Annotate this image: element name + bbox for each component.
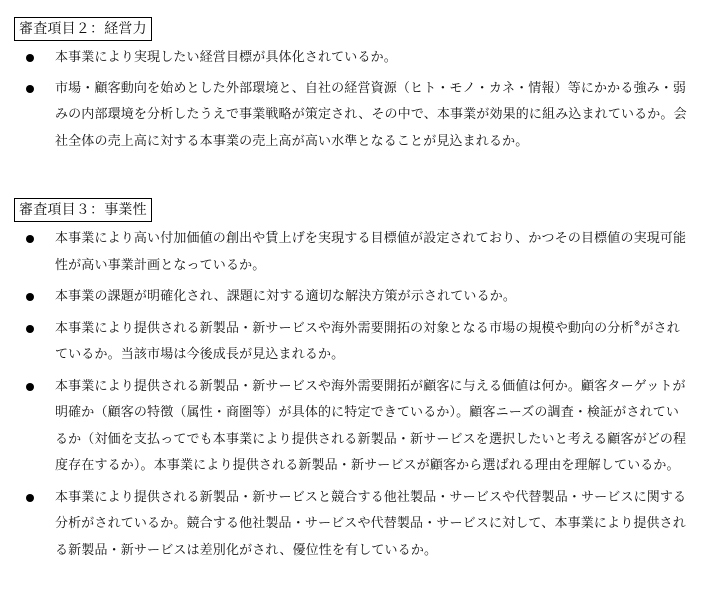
- list-item-text: 本事業により実現したい経営目標が具体化されているか。: [55, 50, 397, 65]
- list-item: [0, 374, 701, 480]
- business-viability-criteria-list: [0, 226, 701, 564]
- list-item: [0, 226, 701, 279]
- list-item-text: 市場・顧客動向を始めとした外部環境と、自社の経営資源（ヒト・モノ・カネ・情報）等にかかる強み・弱みの内部環境を分析したうえで事業戦略が策定され、その中で、本事業が効果的に組み込まれているか。会社全体の売上高に対する本事業の売上高が高い水準となることが見込まれるか。: [55, 80, 687, 149]
- bullet-icon: [26, 383, 34, 391]
- management-criteria-list: [0, 45, 701, 155]
- list-item: [0, 316, 701, 369]
- list-item: [0, 485, 701, 565]
- list-item: [0, 284, 701, 311]
- list-item: [0, 76, 701, 156]
- list-item-text: 本事業の課題が明確化され、課題に対する適切な解決方策が示されているか。: [55, 289, 517, 304]
- bullet-icon: [26, 54, 34, 62]
- bullet-icon: [26, 85, 34, 93]
- section-heading-management: 審査項目２：経営力: [14, 17, 152, 41]
- list-item: [0, 45, 701, 72]
- section-heading-business-viability: 審査項目３：事業性: [14, 198, 152, 222]
- list-item-text: [55, 318, 680, 363]
- bullet-icon: [26, 325, 34, 333]
- footnote-mark: ※: [633, 318, 641, 328]
- bullet-icon: [26, 494, 34, 502]
- bullet-icon: [26, 235, 34, 243]
- list-item-text: 本事業により提供される新製品・新サービスや海外需要開拓が顧客に与える価値は何か。顧客ターゲットが明確か（顧客の特徴（属性・商圏等）が具体的に特定できているか）。顧客ニーズの調査・検証がされているか（対価を支払ってでも本事業により提供される新製品・新サービスを選択したいと考える顧客がどの程度存在するか）。本事業により提供される新製品・新サービスが顧客から選ばれる理由を理解しているか。: [55, 378, 687, 473]
- list-item-text: 本事業により提供される新製品・新サービスと競合する他社製品・サービスや代替製品・サービスに関する分析がされているか。競合する他社製品・サービスや代替製品・サービスに対して、本事業により提供される新製品・新サービスは差別化がされ、優位性を有しているか。: [55, 489, 687, 558]
- list-item-text-part: がされているか。当該市場は今後成長が見込まれるか。: [55, 320, 680, 362]
- list-item-text-part: 本事業により提供される新製品・新サービスや海外需要開拓の対象となる市場の規模や動向の分析: [55, 320, 634, 336]
- list-item-text: 本事業により高い付加価値の創出や賃上げを実現する目標値が設定されており、かつその目標値の実現可能性が高い事業計画となっているか。: [55, 231, 687, 273]
- bullet-icon: [26, 293, 34, 301]
